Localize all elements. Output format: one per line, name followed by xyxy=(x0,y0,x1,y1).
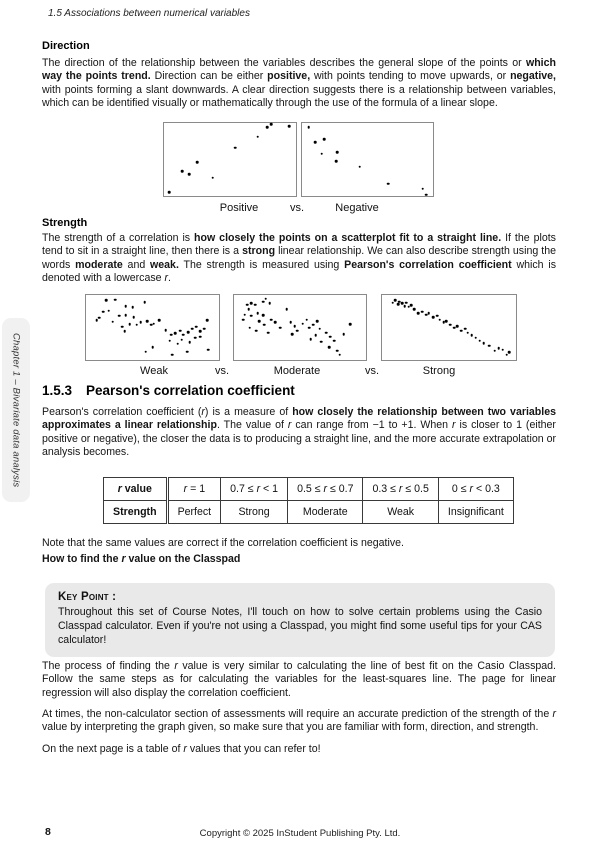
keypoint-label: Key Point : xyxy=(58,591,117,603)
scatter-point xyxy=(315,334,318,337)
positive-label: Positive xyxy=(219,202,259,214)
scatter-point xyxy=(291,333,294,336)
scatter-point xyxy=(475,337,478,340)
scatter-point xyxy=(501,348,504,351)
scatter-point xyxy=(279,326,282,329)
scatter-point xyxy=(121,326,124,329)
scatter-point xyxy=(254,303,257,306)
scatter-point xyxy=(410,304,413,307)
scatter-point xyxy=(133,316,136,319)
scatter-point xyxy=(403,305,406,308)
section-153-heading xyxy=(42,383,295,398)
chapter-sidebar-tab xyxy=(2,318,30,502)
scatter-point xyxy=(397,303,400,306)
scatter-point xyxy=(342,333,345,336)
scatter-point xyxy=(188,173,191,176)
scatter-point xyxy=(296,329,299,332)
scatter-point xyxy=(335,160,338,163)
scatter-point xyxy=(258,320,261,323)
scatter-point xyxy=(95,319,98,322)
scatter-point xyxy=(432,316,435,319)
scatter-point xyxy=(493,350,496,353)
scatter-point xyxy=(417,312,420,315)
scatter-point xyxy=(98,316,101,319)
footer-copyright: Copyright © 2025 InStudent Publishing Pty. Ltd. xyxy=(199,828,401,839)
scatter-point xyxy=(421,311,424,314)
scatter-point xyxy=(179,329,182,332)
section-title: Pearson's correlation coefficient xyxy=(86,383,295,398)
scatter-point xyxy=(316,320,319,323)
table-cell: Weak xyxy=(363,501,438,524)
scatter-point xyxy=(174,332,177,335)
scatter-point xyxy=(114,298,117,301)
scatter-point xyxy=(428,312,431,315)
scatter-point xyxy=(309,338,312,341)
scatter-point xyxy=(456,325,459,328)
scatter-point xyxy=(289,321,292,324)
scatter-point xyxy=(314,141,317,144)
direction-heading: Direction xyxy=(42,40,90,52)
scatter-point xyxy=(168,339,171,342)
weak-label: Weak xyxy=(140,365,168,377)
scatter-point xyxy=(256,312,259,315)
scatter-point xyxy=(111,320,114,323)
scatter-point xyxy=(505,354,508,357)
strong-label: Strong xyxy=(422,365,456,377)
chapter-sidebar-label: Chapter 1 – Bivariate data analysis xyxy=(10,332,22,488)
scatter-point xyxy=(196,161,199,164)
weak-scatterplot xyxy=(85,294,220,361)
positive-scatterplot xyxy=(163,122,297,197)
scatter-point xyxy=(349,323,352,326)
scatter-point xyxy=(195,326,198,329)
vs2-label: vs. xyxy=(364,365,380,377)
scatter-point xyxy=(329,335,332,338)
strength-heading: Strength xyxy=(42,217,88,229)
scatter-point xyxy=(336,350,339,353)
scatter-point xyxy=(143,301,146,304)
scatter-point xyxy=(199,330,202,333)
scatter-point xyxy=(262,314,265,317)
direction-paragraph: The direction of the relationship between the variables describes the general slope of the points or which way the points trend. Direction can be either positive, with points tending to move upwards, or negative, with points forming a slant downwards. A clear direction suggests there is a relationship between variables, which can be identified visually or mathematically through the use of the formula of a linear slope. xyxy=(42,57,556,110)
scatter-point xyxy=(243,313,246,316)
vs1-label: vs. xyxy=(214,365,230,377)
scatter-point xyxy=(325,331,328,334)
closing-paragraph-2: At times, the non-calculator section of assessments will require an accurate prediction of the strength of the r value by interpreting the graph given, so make sure that you are familiar with form, direction, and strength. xyxy=(42,708,556,734)
scatter-point xyxy=(256,136,259,139)
scatter-point xyxy=(105,299,108,302)
scatter-point xyxy=(319,328,322,331)
scatter-point xyxy=(391,302,394,305)
scatter-point xyxy=(508,351,511,354)
scatter-point xyxy=(323,138,326,141)
table-cell: Moderate xyxy=(288,501,363,524)
footer-page-number: 8 xyxy=(45,826,51,838)
scatter-point xyxy=(249,326,252,329)
scatter-point xyxy=(145,350,148,353)
scatter-point xyxy=(206,319,209,322)
scatter-point xyxy=(488,344,491,347)
scatter-point xyxy=(191,328,194,331)
scatter-point xyxy=(146,320,149,323)
scatter-point xyxy=(158,319,161,322)
table-cell: 0.5 ≤ r ≤ 0.7 xyxy=(288,478,363,501)
scatter-point xyxy=(264,298,267,301)
vs-label: vs. xyxy=(289,202,305,214)
scatter-point xyxy=(151,346,154,349)
strength-paragraph: The strength of a correlation is how closely the points on a scatterplot fit to a straight line. If the plots tend to sit in a straight line, then there is a strong linear relationship. We can also describe strength using the words moderate and weak. The strength is measured using Pearson's correlation coefficient which is denoted with a lowercase r. xyxy=(42,232,557,285)
scatter-point xyxy=(187,331,190,334)
scatter-point xyxy=(466,331,469,334)
scatter-point xyxy=(425,193,428,196)
strong-scatterplot xyxy=(381,294,517,361)
scatter-point xyxy=(286,308,289,311)
scatter-point xyxy=(107,309,110,312)
table-row-strength xyxy=(104,501,514,524)
moderate-scatterplot xyxy=(233,294,367,361)
scatter-point xyxy=(153,322,156,325)
scatter-point xyxy=(320,341,323,344)
scatter-point xyxy=(405,302,408,305)
scatter-point xyxy=(387,182,390,185)
scatter-point xyxy=(168,191,171,194)
table-cell: Insignificant xyxy=(438,501,513,524)
negative-scatterplot xyxy=(301,122,434,197)
scatter-point xyxy=(250,302,253,305)
closing-paragraph-1: The process of finding the r value is very similar to calculating the line of best fit on the Casio Classpad. Follow the same steps as for calculating the variables for the least-squares line. The page for linear regression will also display the correlation coefficient. xyxy=(42,660,556,699)
scatter-point xyxy=(129,323,132,326)
scatter-point xyxy=(188,341,191,344)
scatter-point xyxy=(333,339,336,342)
scatter-point xyxy=(118,315,121,318)
scatter-point xyxy=(328,346,331,349)
scatter-point xyxy=(293,325,296,328)
section-number: 1.5.3 xyxy=(42,383,73,398)
scatter-point xyxy=(203,328,206,331)
scatter-point xyxy=(445,320,448,323)
scatter-point xyxy=(421,187,424,190)
scatter-point xyxy=(182,333,185,336)
strength-figure-row xyxy=(42,294,556,380)
scatter-point xyxy=(288,125,291,128)
scatter-point xyxy=(181,170,184,173)
scatter-point xyxy=(460,329,463,332)
scatter-point xyxy=(479,339,482,342)
scatter-point xyxy=(199,335,202,338)
keypoint-body: Throughout this set of Course Notes, I'll touch on how to solve certain problems using the Casio Classpad calculator. Even if you're not using a Classpad, you might find some useful tips for your CAS calculator! xyxy=(58,606,542,647)
table-cell: 0.3 ≤ r ≤ 0.5 xyxy=(363,478,438,501)
scatter-point xyxy=(139,321,142,324)
scatter-point xyxy=(212,176,215,179)
direction-figure-row xyxy=(42,122,556,218)
scatter-point xyxy=(135,324,138,327)
scatter-point xyxy=(464,328,467,331)
scatter-point xyxy=(263,324,266,327)
table-cell: 0.7 ≤ r < 1 xyxy=(221,478,288,501)
scatter-point xyxy=(312,324,315,327)
scatter-point xyxy=(171,354,174,357)
scatter-point xyxy=(358,166,361,169)
scatter-point xyxy=(320,152,323,155)
section-153-paragraph: Pearson's correlation coefficient (r) is a measure of how closely the relationship between two variables approximates a linear relationship. The value of r can range from −1 to +1. When r is closer to 1 (either positive or negative), the closer the data is to producing a straight line, and the more accurate extrapolation or analysis becomes. xyxy=(42,406,556,459)
scatter-point xyxy=(262,300,265,303)
negative-label: Negative xyxy=(335,202,379,214)
scatter-point xyxy=(170,333,173,336)
scatter-point xyxy=(438,318,441,321)
scatter-point xyxy=(305,318,308,321)
scatter-point xyxy=(267,331,270,334)
scatter-point xyxy=(246,303,249,306)
scatter-point xyxy=(207,348,210,351)
scatter-point xyxy=(131,306,134,309)
scatter-point xyxy=(497,347,500,350)
howto-heading: How to find the r value on the Classpad xyxy=(42,553,241,565)
scatter-point xyxy=(394,299,397,302)
scatter-point xyxy=(176,342,179,345)
table-cell: r = 1 xyxy=(167,478,221,501)
scatter-point xyxy=(268,302,271,305)
table-cell: Strength xyxy=(104,501,168,524)
note-line: Note that the same values are correct if the correlation coefficient is negative. xyxy=(42,537,404,549)
scatter-point xyxy=(125,305,128,308)
running-header: 1.5 Associations between numerical variables xyxy=(48,8,250,19)
scatter-point xyxy=(270,123,273,126)
scatter-point xyxy=(336,151,339,154)
table-cell: 0 ≤ r < 0.3 xyxy=(438,478,513,501)
scatter-point xyxy=(250,315,253,318)
table-cell: Strong xyxy=(221,501,288,524)
table-row-rvalue xyxy=(104,478,514,501)
scatter-point xyxy=(308,326,311,329)
scatter-point xyxy=(186,350,189,353)
closing-paragraph-3: On the next page is a table of r values that you can refer to! xyxy=(42,743,321,755)
scatter-point xyxy=(123,330,126,333)
table-cell: r value xyxy=(104,478,168,501)
scatter-point xyxy=(266,126,269,129)
scatter-point xyxy=(470,334,473,337)
scatter-point xyxy=(165,329,168,332)
scatter-point xyxy=(180,339,183,342)
scatter-point xyxy=(270,318,273,321)
scatter-point xyxy=(449,324,452,327)
scatter-point xyxy=(338,354,341,357)
scatter-point xyxy=(436,315,439,318)
scatter-point xyxy=(274,321,277,324)
scatter-point xyxy=(301,322,304,325)
scatter-point xyxy=(194,337,197,340)
scatter-point xyxy=(125,314,128,317)
keypoint-box xyxy=(45,583,555,657)
scatter-point xyxy=(413,308,416,311)
scatter-point xyxy=(307,126,310,129)
scatter-point xyxy=(247,308,250,311)
r-value-table xyxy=(103,477,514,524)
table-cell: Perfect xyxy=(167,501,221,524)
scatter-point xyxy=(102,311,105,314)
moderate-label: Moderate xyxy=(273,365,321,377)
scatter-point xyxy=(242,318,245,321)
scatter-point xyxy=(234,147,237,150)
scatter-point xyxy=(255,329,258,332)
scatter-point xyxy=(483,342,486,345)
